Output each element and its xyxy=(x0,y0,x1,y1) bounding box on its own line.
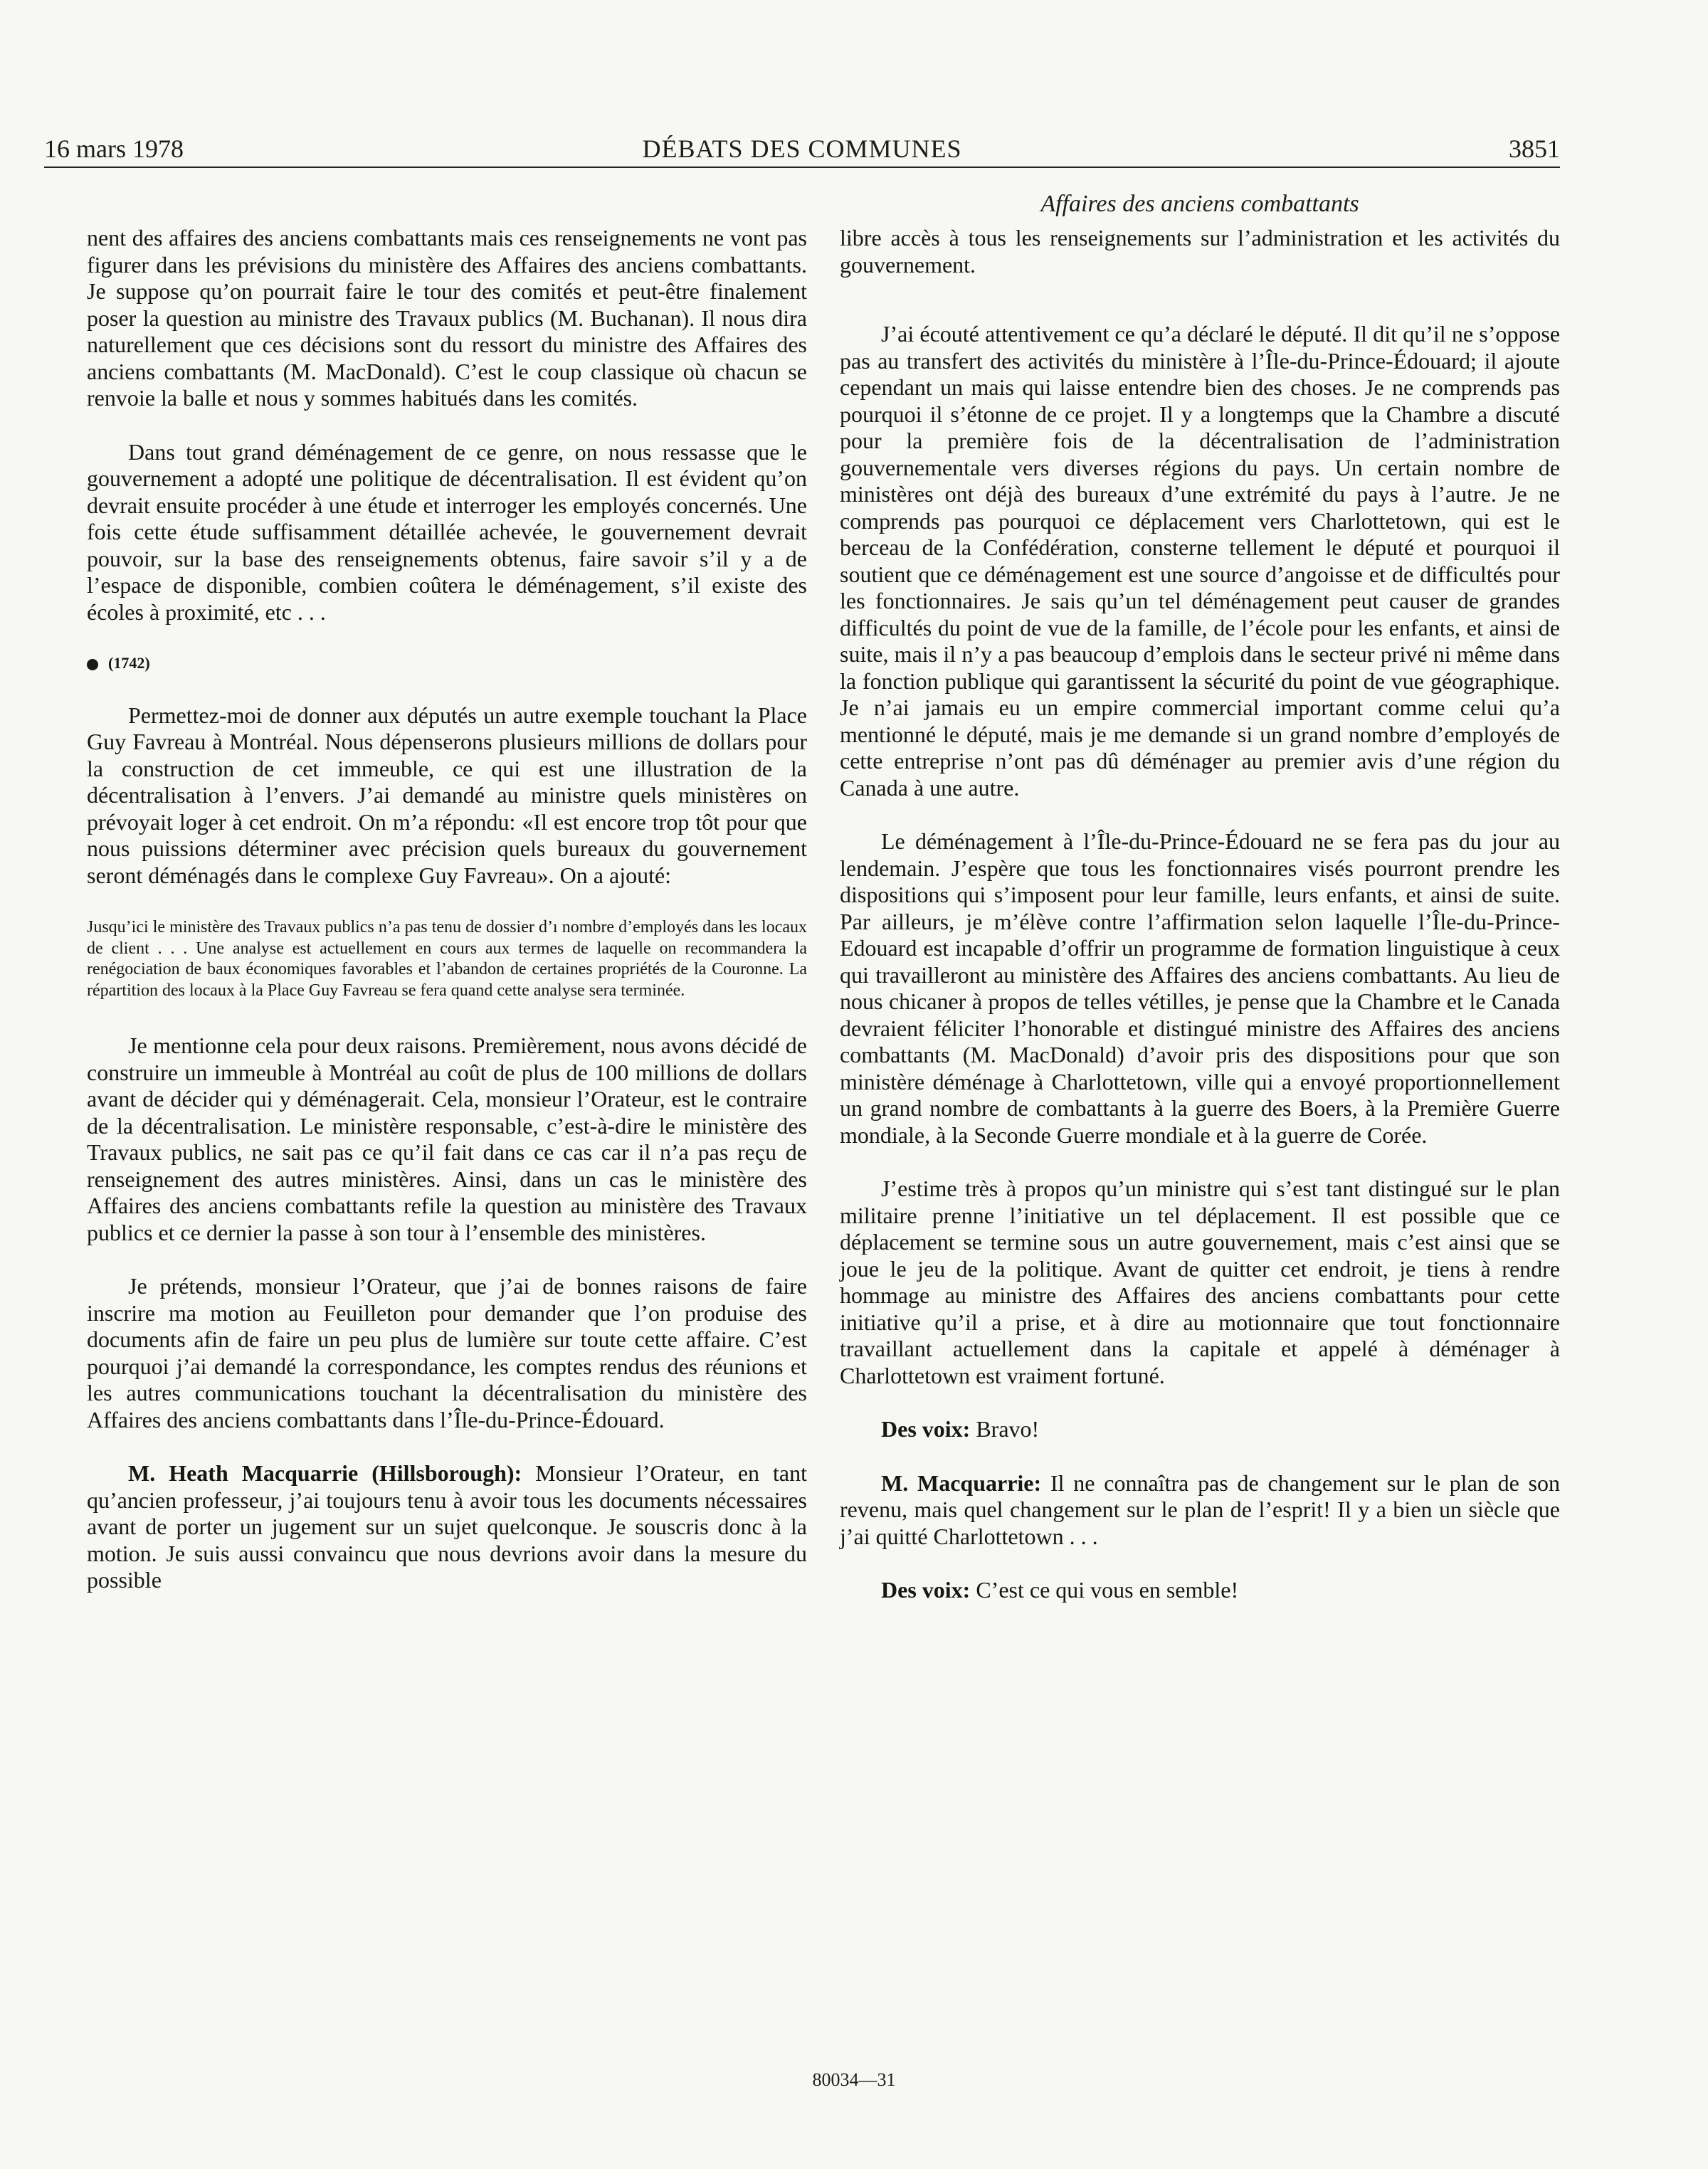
right-paragraph-6 xyxy=(840,1470,1560,1551)
header-publication: DÉBATS DES COMMUNES xyxy=(642,134,962,163)
page-header xyxy=(44,134,1560,168)
left-paragraph-2: Dans tout grand déménagement de ce genre, on nous ressasse que le gouvernement a adopté une politique de décentralisation. Il est évident qu’on devrait ensuite procéder à une étude et interroger les employés concernés. Une fois cette étude suffisamment détaillée achevée, le gouvernement devrait pouvoir, sur la base des renseignements obtenus, faire savoir s’il y a de l’espace de disponible, combien coûtera le déménagement, s’il existe des écoles à proximité, etc . . . xyxy=(87,438,807,625)
speech-text: Monsieur l’Orateur, en tant qu’ancien professeur, j’ai toujours tenu à avoir tous les documents nécessaires avant de porter un jugement sur un sujet quelconque. Je souscris donc à la motion. Je suis aussi convaincu que nous devrions avoir dans la mesure du possible xyxy=(87,1460,808,1593)
right-paragraph-5 xyxy=(840,1416,1560,1443)
left-paragraph-6 xyxy=(87,1460,807,1594)
left-paragraph-1: nent des affaires des anciens combattants mais ces renseignements ne vont pas figurer dans les prévisions du ministère des Affaires des anciens combattants. Je suppose qu’on pourrait faire le tour des comités et peut-être finalement poser la question au ministre des Travaux publics (M. Buchanan). Il nous dira naturellement que ces décisions sont du ressort du ministre des Affaires des anciens combattants (M. MacDonald). C’est le coup classique où chacun se renvoie la balle et nous y sommes habitués dans les comités. xyxy=(87,225,807,411)
right-paragraph-7 xyxy=(840,1577,1560,1604)
left-paragraph-5: Je prétends, monsieur l’Orateur, que j’ai de bonnes raisons de faire inscrire ma motion au Feuilleton pour demander que l’on produise des documents afin de faire un peu plus de lumière sur toute cette affaire. C’est pourquoi j’ai demandé la correspondance, les comptes rendus des réunions et les autres communications touchant la décentralisation du ministère des Affaires des anciens combattants dans l’Île-du-Prince-Édouard. xyxy=(87,1273,807,1432)
right-paragraph-4: J’estime très à propos qu’un ministre qui s’est tant distingué sur le plan militaire prenne l’initiative un tel déplacement. Il est possible que ce déplacement se termine sous un autre gouvernement, mais c’est ainsi que se joue le jeu de la politique. Avant de quitter cet endroit, je tiens à rendre hommage au ministre des Affaires des anciens combattants pour cette initiative qu’il a prise, et à dire au motionnaire que tout fonctionnaire travaillant actuellement dans la capitale et appelé à déménager à Charlottetown est vraiment fortuné. xyxy=(840,1176,1560,1388)
header-date: 16 mars 1978 xyxy=(44,134,184,163)
speaker-name: Des voix: xyxy=(881,1577,971,1603)
speech-text: Bravo! xyxy=(970,1416,1040,1442)
right-column xyxy=(840,225,1560,1604)
speaker-name: Des voix: xyxy=(881,1416,971,1442)
running-head: Affaires des anciens combattants xyxy=(1040,191,1359,217)
speech-text: C’est ce qui vous en semble! xyxy=(970,1577,1239,1603)
time-marker-text: (1742) xyxy=(108,654,150,672)
left-paragraph-3: Permettez-moi de donner aux députés un autre exemple touchant la Place Guy Favreau à Montréal. Nous dépenserons plusieurs millions de dollars pour la construction de cet immeuble, ce qui est une illustration de la décentralisation à l’envers. J’ai demandé au ministre quels ministères on prévoyait loger à cet endroit. On m’a répondu: «Il est encore trop tôt pour que nous puissions déterminer avec précision quels bureaux du gouvernement seront déménagés dans le complexe Guy Favreau». On a ajouté: xyxy=(87,702,807,888)
left-column xyxy=(87,225,807,1594)
block-quote: Jusqu’ici le ministère des Travaux publics n’a pas tenu de dossier d’ı nombre d’employés dans les locaux de client . . . Une analyse est actuellement en cours aux termes de laquelle on recommandera la renégociation de baux économiques favorables et l’abandon de certaines propriétés de la Couronne. La répartition des locaux à la Place Guy Favreau se fera quand cette analyse sera terminée. xyxy=(87,918,807,1000)
bullet-icon xyxy=(87,659,98,670)
speaker-name: M. Macquarrie: xyxy=(881,1469,1042,1496)
right-paragraph-1: libre accès à tous les renseignements sur l’administration et les activités du gouvernement. xyxy=(840,225,1560,278)
page-footer: 80034—31 xyxy=(812,2069,896,2090)
right-paragraph-2: J’ai écouté attentivement ce qu’a déclaré le député. Il dit qu’il ne s’oppose pas au transfert des activités du ministère à l’Île-du-Prince-Édouard; il ajoute cependant un mais qui laisse entendre bien des choses. Je ne comprends pas pourquoi il s’étonne de ce projet. Il y a longtemps que la Chambre a discuté pour la première fois de la décentralisation de l’administration gouvernementale vers diverses régions du pays. Un certain nombre de ministères ont déjà des bureaux d’une extrémité du pays à l’autre. Je ne comprends pas pourquoi ce déplacement vers Charlottetown, qui est le berceau de la Confédération, consterne tellement le député et pourquoi il soutient que ce déménagement est une source d’angoisse et de difficultés pour les fonctionnaires. Je sais qu’un tel déménagement peut causer de grandes difficultés du point de vue de la famille, de l’école pour les enfants, et ainsi de suite, mais il n’y a pas beaucoup d’emplois dans le secteur privé ni même dans la fonction publique qui garantissent la sécurité du point de vue géographique. Je n’ai jamais eu un empire commercial important comme celui qu’a mentionné le député, mais je me demande si un grand nombre d’employés de cette entreprise n’ont pas dû déménager au premier avis d’une région du Canada à une autre. xyxy=(840,321,1560,801)
time-marker xyxy=(87,650,807,677)
right-paragraph-3: Le déménagement à l’Île-du-Prince-Édouard ne se fera pas du jour au lendemain. J’espère que tous les fonctionnaires visés pourront prendre les dispositions qui s’imposent pour leur famille, leurs enfants, et ainsi de suite. Par ailleurs, je m’élève contre l’affirmation selon laquelle l’Île-du-Prince-Edouard est incapable d’offrir un programme de formation linguistique à ceux qui travailleront au ministère des Affaires des anciens combattants. Au lieu de nous chicaner à propos de telles vétilles, je pense que la Chambre et le Canada devraient féliciter l’honorable et distingué ministre des Affaires des anciens combattants (M. MacDonald) d’avoir pris des dispositions pour que son ministère déménage à Charlottetown, ville qui a envoyé proportionnellement un grand nombre de combattants à la guerre des Boers, à la Première Guerre mondiale, à la Seconde Guerre mondiale et à la guerre de Corée. xyxy=(840,828,1560,1148)
header-page-number: 3851 xyxy=(1509,134,1560,163)
speech-text: Il ne connaîtra pas de changement sur le plan de son revenu, mais quel changement sur le plan de l’esprit! Il y a bien un siècle que j’ai quitté Charlottetown . . . xyxy=(840,1469,1561,1549)
left-paragraph-4: Je mentionne cela pour deux raisons. Premièrement, nous avons décidé de construire un immeuble à Montréal au coût de plus de 100 millions de dollars avant de décider qui y déménagerait. Cela, monsieur l’Orateur, est le contraire de la décentralisation. Le ministère responsable, c’est-à-dire le ministère des Travaux publics, ne sait pas ce qu’il fait dans ce cas car il n’a pas reçu de renseignement des autres ministères. Ainsi, dans un cas le ministère des Affaires des anciens combattants refile la question au ministère des Travaux publics et ce dernier la passe à son tour à l’ensemble des ministères. xyxy=(87,1033,807,1245)
speaker-name: M. Heath Macquarrie (Hillsborough): xyxy=(128,1460,522,1486)
